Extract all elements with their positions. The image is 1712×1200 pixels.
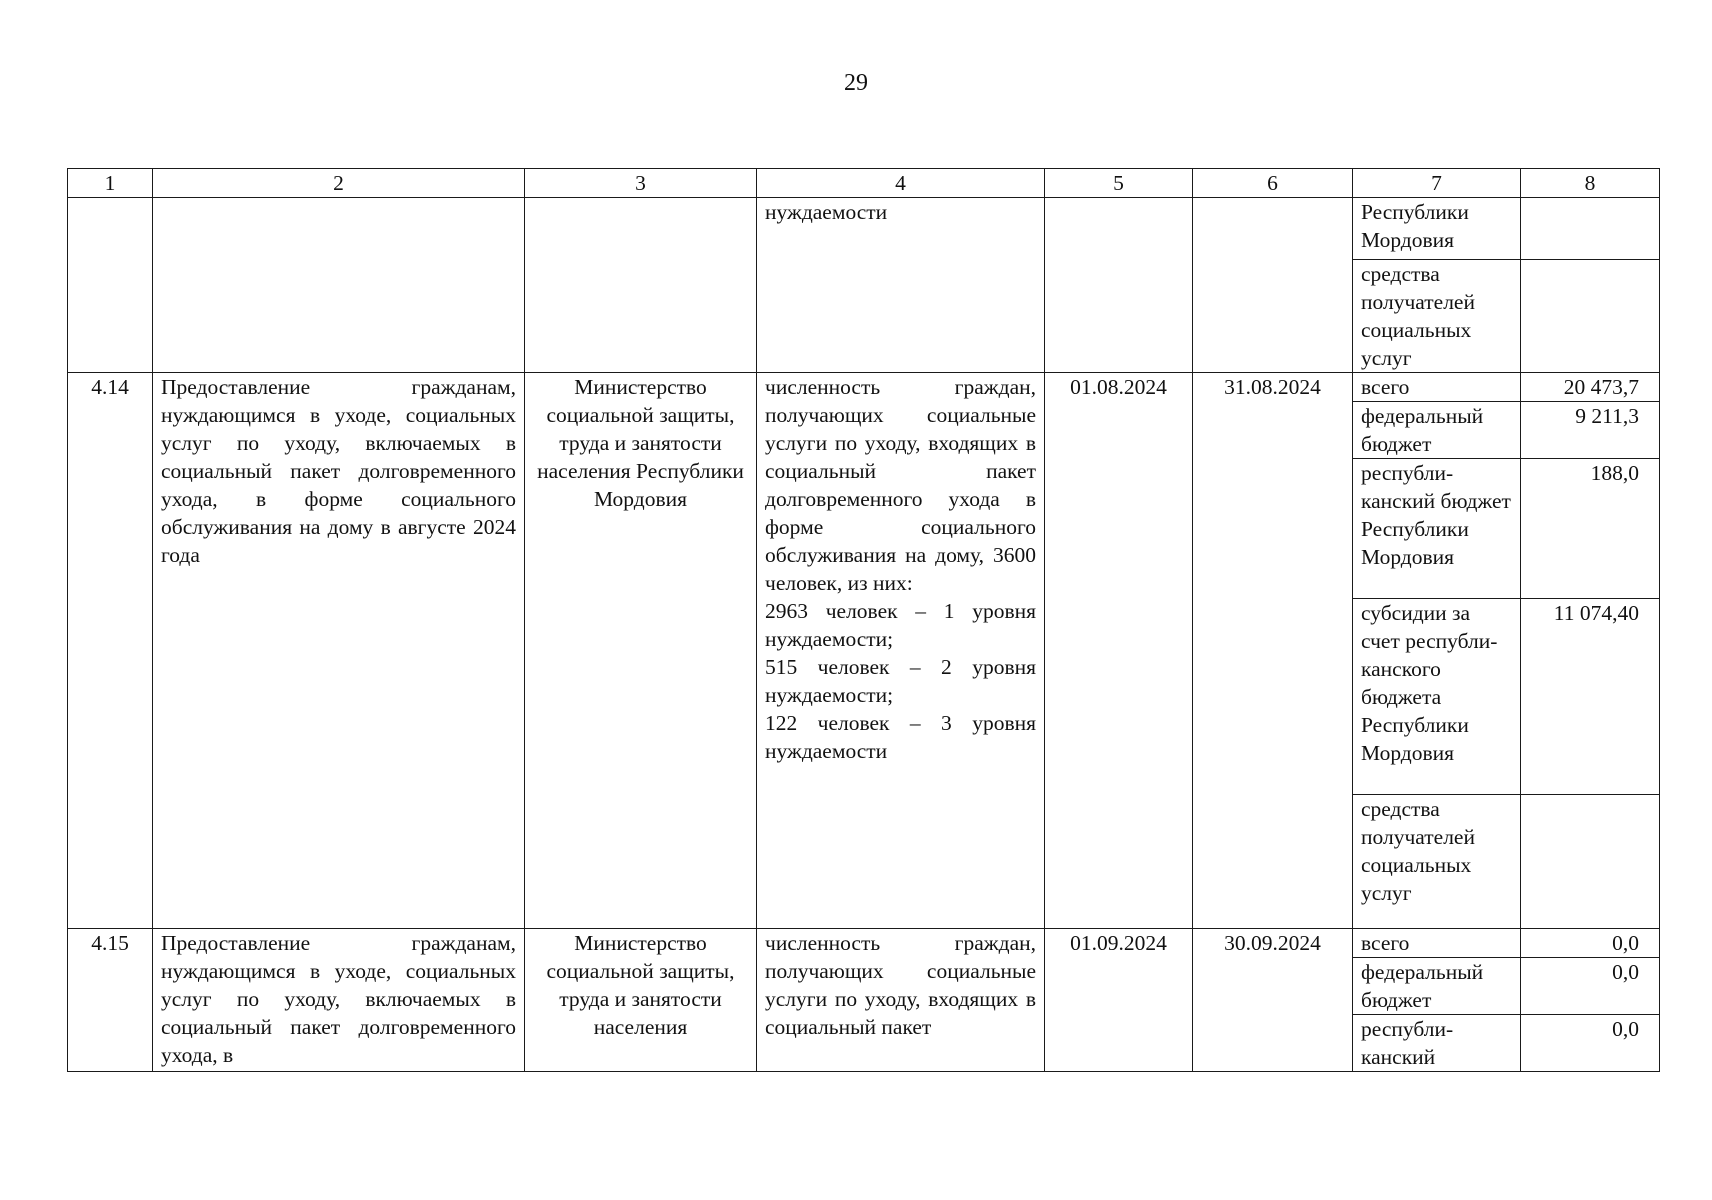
funding-source: республи-канский bbox=[1353, 1015, 1521, 1072]
cell-num bbox=[68, 198, 153, 373]
funding-amount: 0,0 bbox=[1521, 1015, 1660, 1072]
cell-executor bbox=[525, 198, 757, 373]
column-number-row bbox=[68, 169, 1660, 198]
funding-amount bbox=[1521, 260, 1660, 373]
funding-amount: 20 473,7 bbox=[1521, 373, 1660, 402]
indicator-line: численность граждан, получающих социальные услуги по уходу, входящих в социальный пакет долговременного ухода в форме социального обслуживания на дому, 3600 человек, из них: bbox=[765, 375, 1036, 595]
cell-start: 01.09.2024 bbox=[1045, 929, 1193, 1072]
funding-source: субсидии за счет республи-канского бюджета Республики Мордовия bbox=[1353, 599, 1521, 795]
funding-source: федеральный бюджет bbox=[1353, 402, 1521, 459]
table-row-continuation bbox=[68, 198, 1660, 260]
funding-source: всего bbox=[1353, 373, 1521, 402]
indicator-line: 122 человек – 3 уровня нуждаемости bbox=[765, 711, 1036, 763]
column-header: 3 bbox=[525, 169, 757, 198]
funding-amount: 188,0 bbox=[1521, 459, 1660, 599]
cell-name: Предоставление гражданам, нуждающимся в уходе, социальных услуг по уходу, включаемых в социальный пакет долговременного ухода, в bbox=[153, 929, 525, 1072]
funding-source: Республики Мордовия bbox=[1353, 198, 1521, 260]
cell-num: 4.14 bbox=[68, 373, 153, 929]
indicator-line: 515 человек – 2 уровня нуждаемости; bbox=[765, 655, 1036, 707]
funding-amount: 11 074,40 bbox=[1521, 599, 1660, 795]
column-header: 1 bbox=[68, 169, 153, 198]
indicator-line: 2963 человек – 1 уровня нуждаемости; bbox=[765, 599, 1036, 651]
funding-amount: 0,0 bbox=[1521, 958, 1660, 1015]
indicator-line: численность граждан, получающих социальные услуги по уходу, входящих в социальный пакет bbox=[765, 931, 1036, 1039]
cell-start: 01.08.2024 bbox=[1045, 373, 1193, 929]
cell-name bbox=[153, 198, 525, 373]
column-header: 4 bbox=[757, 169, 1045, 198]
funding-amount: 0,0 bbox=[1521, 929, 1660, 958]
column-header: 6 bbox=[1193, 169, 1353, 198]
column-header: 7 bbox=[1353, 169, 1521, 198]
funding-amount bbox=[1521, 198, 1660, 260]
funding-source: всего bbox=[1353, 929, 1521, 958]
table-row-4-14 bbox=[68, 373, 1660, 402]
cell-executor: Министерство социальной защиты, труда и занятости населения Республики Мордовия bbox=[525, 373, 757, 929]
cell-name: Предоставление гражданам, нуждающимся в уходе, социальных услуг по уходу, включаемых в социальный пакет долговременного ухода, в форме социального обслуживания на дому в августе 2024 года bbox=[153, 373, 525, 929]
funding-source: федеральный бюджет bbox=[1353, 958, 1521, 1015]
funding-source: республи-канский бюджет Республики Мордовия bbox=[1353, 459, 1521, 599]
column-header: 8 bbox=[1521, 169, 1660, 198]
page-number: 29 bbox=[844, 70, 868, 96]
cell-end: 31.08.2024 bbox=[1193, 373, 1353, 929]
cell-executor: Министерство социальной защиты, труда и занятости населения bbox=[525, 929, 757, 1072]
table-row-4-15 bbox=[68, 929, 1660, 958]
cell-indicator bbox=[757, 929, 1045, 1072]
column-header: 2 bbox=[153, 169, 525, 198]
funding-source: средства получателей социальных услуг bbox=[1353, 260, 1521, 373]
cell-indicator bbox=[757, 373, 1045, 929]
cell-end: 30.09.2024 bbox=[1193, 929, 1353, 1072]
cell-num: 4.15 bbox=[68, 929, 153, 1072]
funding-source: средства получателей социальных услуг bbox=[1353, 795, 1521, 929]
cell-end bbox=[1193, 198, 1353, 373]
cell-start bbox=[1045, 198, 1193, 373]
funding-amount: 9 211,3 bbox=[1521, 402, 1660, 459]
measures-table bbox=[67, 168, 1660, 1072]
funding-amount bbox=[1521, 795, 1660, 929]
column-header: 5 bbox=[1045, 169, 1193, 198]
cell-indicator: нуждаемости bbox=[757, 198, 1045, 373]
